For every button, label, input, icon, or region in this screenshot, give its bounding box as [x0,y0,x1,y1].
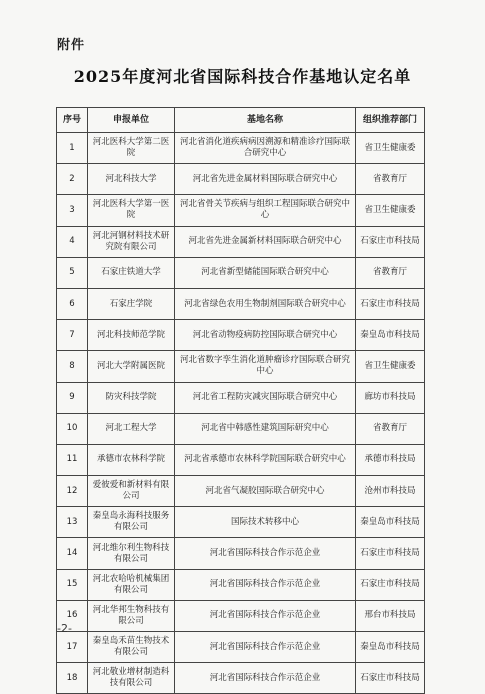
cell-serial: 3 [57,195,88,226]
table-row [57,507,425,538]
cell-serial: 2 [57,164,88,195]
cell-applicant: 河北工程大学 [88,413,175,444]
cell-serial: 6 [57,288,88,319]
header-base-name: 基地名称 [175,108,356,133]
table-row [57,320,425,351]
table-row [57,164,425,195]
cell-serial: 17 [57,632,88,663]
cell-base-name: 国际技术转移中心 [175,507,356,538]
table-row [57,476,425,507]
cell-dept: 秦皇岛市科技局 [356,507,425,538]
cell-applicant: 河北敬业增材制造科技有限公司 [88,663,175,694]
table-row [57,351,425,382]
cell-serial: 4 [57,226,88,257]
cell-applicant: 承德市农林科学院 [88,444,175,475]
table-row [57,133,425,164]
cell-applicant: 河北大学附属医院 [88,351,175,382]
cell-dept: 承德市科技局 [356,444,425,475]
cell-serial: 9 [57,382,88,413]
cell-base-name: 河北省国际科技合作示范企业 [175,569,356,600]
cell-applicant: 秦皇岛永海科技服务有限公司 [88,507,175,538]
header-recommending-dept: 组织推荐部门 [356,108,425,133]
cell-dept: 廊坊市科技局 [356,382,425,413]
cell-serial: 1 [57,133,88,164]
cell-base-name: 河北省中韩感性建筑国际研究中心 [175,413,356,444]
cell-dept: 省教育厅 [356,257,425,288]
cell-serial: 13 [57,507,88,538]
cell-dept: 石家庄市科技局 [356,569,425,600]
cell-dept: 省卫生健康委 [356,133,425,164]
recognition-list-table [56,107,425,694]
cell-base-name: 河北省动物疫病防控国际联合研究中心 [175,320,356,351]
cell-base-name: 河北省国际科技合作示范企业 [175,632,356,663]
cell-dept: 石家庄市科技局 [356,538,425,569]
cell-base-name: 河北省国际科技合作示范企业 [175,663,356,694]
cell-applicant: 防灾科技学院 [88,382,175,413]
cell-applicant: 河北科技师范学院 [88,320,175,351]
table-row [57,413,425,444]
table-row [57,538,425,569]
cell-dept: 省教育厅 [356,413,425,444]
cell-base-name: 河北省承德市农林科学院国际联合研究中心 [175,444,356,475]
table-row [57,288,425,319]
cell-dept: 省教育厅 [356,164,425,195]
cell-applicant: 爱彼爱和新材料有限公司 [88,476,175,507]
cell-applicant: 秦皇岛禾苗生物技术有限公司 [88,632,175,663]
attachment-label: 附件 [57,38,86,53]
cell-base-name: 河北省数字孪生消化道肿瘤诊疗国际联合研究中心 [175,351,356,382]
cell-serial: 7 [57,320,88,351]
table-header-row [57,108,425,133]
table-row [57,195,425,226]
cell-base-name: 河北省骨关节疾病与组织工程国际联合研究中心 [175,195,356,226]
cell-dept: 省卫生健康委 [356,195,425,226]
cell-applicant: 河北科技大学 [88,164,175,195]
table-row [57,600,425,631]
cell-applicant: 河北医科大学第二医院 [88,133,175,164]
cell-base-name: 河北省工程防灾减灾国际联合研究中心 [175,382,356,413]
cell-base-name: 河北省绿色农用生物制剂国际联合研究中心 [175,288,356,319]
cell-base-name: 河北省先进金属新材料国际联合研究中心 [175,226,356,257]
cell-applicant: 河北维尔利生物科技有限公司 [88,538,175,569]
table-row [57,632,425,663]
cell-serial: 5 [57,257,88,288]
cell-applicant: 河北医科大学第一医院 [88,195,175,226]
cell-dept: 邢台市科技局 [356,600,425,631]
cell-serial: 12 [57,476,88,507]
cell-serial: 15 [57,569,88,600]
cell-base-name: 河北省国际科技合作示范企业 [175,538,356,569]
cell-base-name: 河北省消化道疾病病因溯源和精准诊疗国际联合研究中心 [175,133,356,164]
table-row [57,569,425,600]
cell-base-name: 河北省新型储能国际联合研究中心 [175,257,356,288]
cell-dept: 省卫生健康委 [356,351,425,382]
cell-serial: 8 [57,351,88,382]
cell-dept: 沧州市科技局 [356,476,425,507]
cell-serial: 11 [57,444,88,475]
cell-base-name: 河北省先进金属材料国际联合研究中心 [175,164,356,195]
cell-serial: 14 [57,538,88,569]
header-applicant: 申报单位 [88,108,175,133]
cell-dept: 石家庄市科技局 [356,663,425,694]
cell-serial: 16 [57,600,88,631]
table-row [57,257,425,288]
cell-serial: 10 [57,413,88,444]
cell-base-name: 河北省气凝胶国际联合研究中心 [175,476,356,507]
cell-applicant: 石家庄学院 [88,288,175,319]
cell-applicant: 河北华邦生物科技有限公司 [88,600,175,631]
document-title: 2025年度河北省国际科技合作基地认定名单 [73,67,412,86]
cell-base-name: 河北省国际科技合作示范企业 [175,600,356,631]
cell-dept: 秦皇岛市科技局 [356,320,425,351]
table-row [57,382,425,413]
page-number: -2- [57,622,72,635]
table-row [57,226,425,257]
table-row [57,444,425,475]
cell-applicant: 石家庄铁道大学 [88,257,175,288]
cell-applicant: 河北河钢材料技术研究院有限公司 [88,226,175,257]
header-serial: 序号 [57,108,88,133]
cell-dept: 石家庄市科技局 [356,226,425,257]
table-row [57,663,425,694]
cell-serial: 18 [57,663,88,694]
cell-dept: 秦皇岛市科技局 [356,632,425,663]
cell-dept: 石家庄市科技局 [356,288,425,319]
cell-applicant: 河北农哈哈机械集团有限公司 [88,569,175,600]
